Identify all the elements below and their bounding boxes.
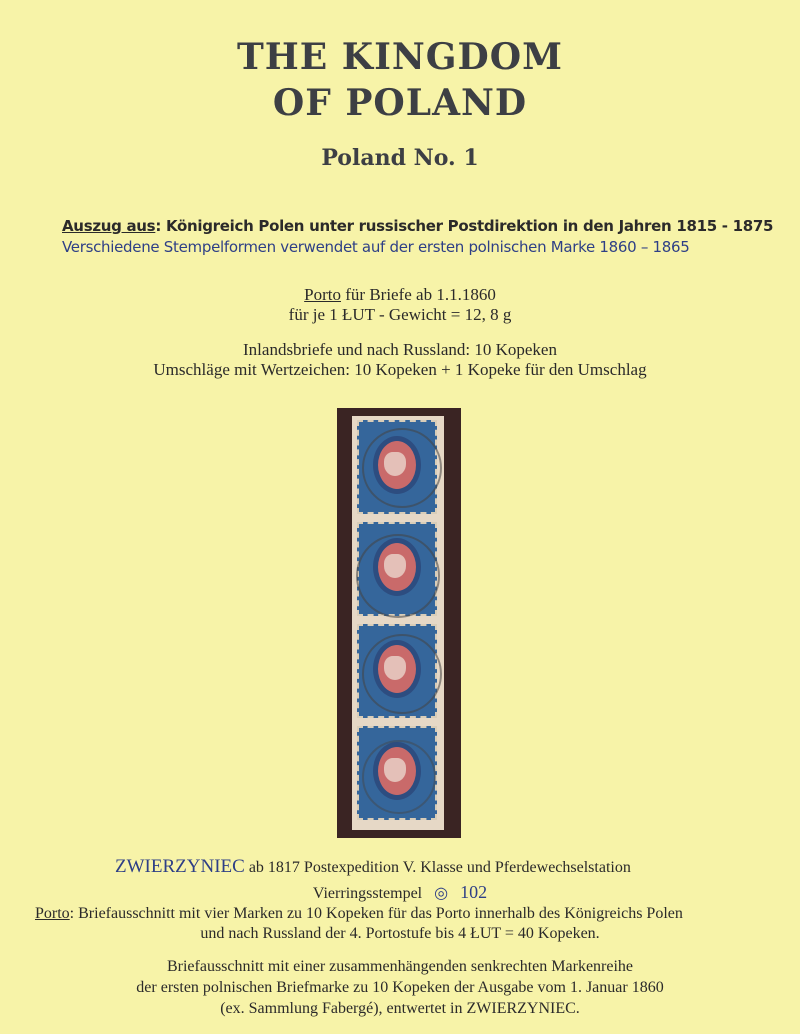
extract-line-1: Auszug aus: Königreich Polen unter russischer Postdirektion in den Jahren 1815 - 1875: [62, 217, 774, 235]
porto-intro-rest: für Briefe ab 1.1.1860: [345, 285, 496, 304]
cancellation-ring-icon: [362, 428, 442, 508]
page-subtitle: Poland No. 1: [321, 145, 479, 171]
porto-intro-line-1: [0, 285, 800, 305]
porto-intro-label: Porto: [304, 285, 341, 304]
title-line-2: OF POLAND: [272, 82, 528, 124]
rates-line-1: Inlandsbriefe und nach Russland: 10 Kopeken: [243, 340, 557, 359]
description-line-3: (ex. Sammlung Fabergé), entwertet in ZWIERZYNIEC.: [220, 1000, 580, 1017]
title-line-1: THE KINGDOM: [237, 36, 563, 78]
location-desc: ab 1817 Postexpedition V. Klasse und Pferdewechselstation: [248, 859, 631, 876]
four-ring-cancel-icon: ◎: [434, 885, 449, 902]
cancel-label: Vierringsstempel: [312, 885, 423, 902]
cancellation-ring-icon: [362, 634, 442, 714]
porto-detail-line-1: [35, 905, 795, 923]
cancellation-ring-icon: [362, 740, 436, 814]
description-line-2: der ersten polnischen Briefmarke zu 10 Kopeken der Ausgabe vom 1. Januar 1860: [136, 979, 664, 996]
cancellation-ring-icon: [356, 534, 440, 618]
extract-source: Königreich Polen unter russischer Postdirektion in den Jahren 1815 - 1875: [165, 217, 774, 235]
porto-detail-label: Porto: [35, 905, 70, 922]
extract-label: Auszug aus: [62, 217, 156, 235]
extract-line-2: Verschiedene Stempelformen verwendet auf der ersten polnischen Marke 1860 – 1865: [62, 238, 690, 256]
location-name: ZWIERZYNIEC: [115, 856, 245, 877]
porto-intro-line-2: für je 1 ŁUT - Gewicht = 12, 8 g: [288, 305, 512, 324]
porto-detail-rest: : Briefausschnitt mit vier Marken zu 10 Kopeken für das Porto innerhalb des Königreichs Polen: [69, 905, 683, 922]
porto-detail-line-2: und nach Russland der 4. Portostufe bis 4 ŁUT = 40 Kopeken.: [200, 925, 600, 942]
rates-line-2: Umschläge mit Wertzeichen: 10 Kopeken + 1 Kopeke für den Umschlag: [153, 360, 647, 379]
description-line-1: Briefausschnitt mit einer zusammenhängenden senkrechten Markenreihe: [166, 958, 634, 975]
location-line: [115, 856, 795, 878]
cancel-type-line: [0, 882, 800, 903]
cancel-number: 102: [460, 882, 488, 902]
